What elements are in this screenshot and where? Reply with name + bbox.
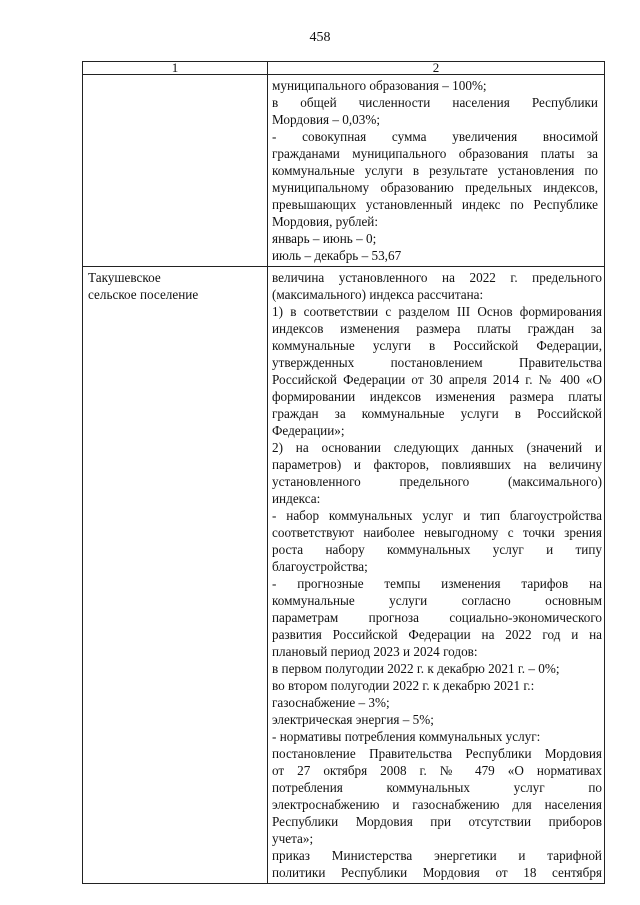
text-line: Мордовия – 0,03%; (272, 112, 380, 127)
text-line: учета»; (272, 831, 314, 846)
text-line: январь – июнь – 0; (272, 231, 377, 246)
document-table (82, 61, 605, 884)
text-line: в общей численности населения Республики (272, 95, 598, 110)
text-line: развития Российской Федерации на 2022 год и на (272, 627, 602, 642)
text-line: - прогнозные темпы изменения тарифов на (272, 576, 602, 591)
text-line: газоснабжение – 3%; (272, 695, 390, 710)
text-line: приказ Министерства энергетики и тарифной (272, 848, 602, 863)
text-line: июль – декабрь – 53,67 (272, 248, 402, 263)
settlement-name-line: Такушевское (88, 270, 161, 285)
text-line: - набор коммунальных услуг и тип благоустройства (272, 508, 602, 523)
text-line: 1) в соответствии с разделом III Основ формирования (272, 304, 602, 319)
column-header-2: 2 (268, 62, 605, 75)
text-line: (максимального) индекса рассчитана: (272, 287, 484, 302)
text-line: роста набору коммунальных услуг и типу (272, 542, 602, 557)
table-row (83, 267, 605, 884)
text-line: политики Республики Мордовия от 18 сентября (272, 865, 602, 880)
text-line: гражданами муниципального образования платы за (272, 146, 598, 161)
page-number: 458 (309, 30, 331, 45)
row2-col2-cell (268, 267, 605, 884)
text-line: Мордовия, рублей: (272, 214, 379, 229)
text-line: Федерации»; (272, 423, 345, 438)
row2-col1-cell (83, 267, 268, 884)
table-row (83, 75, 605, 267)
text-line: во втором полугодии 2022 г. к декабрю 2021 г.: (272, 678, 535, 693)
text-line: электрическая энергия – 5%; (272, 712, 434, 727)
table-header-row (83, 62, 605, 75)
text-line: коммунальные услуги в Российской Федерации, (272, 338, 602, 353)
text-line: установленного предельного (максимального) (272, 474, 602, 489)
text-line: параметрам прогноза социально-экономического (272, 610, 602, 625)
text-line: в первом полугодии 2022 г. к декабрю 2021 г. – 0%; (272, 661, 560, 676)
text-line: индекса: (272, 491, 321, 506)
text-line: 2) на основании следующих данных (значений и (272, 440, 602, 455)
text-line: - нормативы потребления коммунальных услуг: (272, 729, 541, 744)
text-line: постановление Правительства Республики Мордовия (272, 746, 602, 761)
text-line: индексов изменения размера платы граждан за (272, 321, 602, 336)
text-line: потребления коммунальных услуг по (272, 780, 602, 795)
text-line: соответствуют наиболее невыгодному с точки зрения (272, 525, 602, 540)
text-line: муниципальному образованию предельных индексов, (272, 180, 598, 195)
text-line: благоустройства; (272, 559, 368, 574)
text-line: коммунальные услуги согласно основным (272, 593, 602, 608)
row1-col1-cell (83, 75, 268, 267)
text-line: - совокупная сумма увеличения вносимой (272, 129, 598, 144)
settlement-type-line: сельское поселение (88, 287, 199, 302)
text-line: превышающих установленный индекс по Республике (272, 197, 598, 212)
row1-col2-cell (268, 75, 605, 267)
text-line: Республики Мордовия при отсутствии приборов (272, 814, 602, 829)
text-line: электроснабжению и газоснабжению для населения (272, 797, 602, 812)
text-line: граждан за коммунальные услуги в Российской (272, 406, 602, 421)
text-line: утвержденных постановлением Правительства (272, 355, 602, 370)
text-line: плановый период 2023 и 2024 годов: (272, 644, 478, 659)
text-line: формировании индексов изменения размера платы (272, 389, 602, 404)
column-header-1: 1 (83, 62, 268, 75)
text-line: величина установленного на 2022 г. предельного (272, 270, 602, 285)
row2-text (272, 269, 602, 881)
text-line: Российской Федерации от 30 апреля 2014 г. № 400 «О (272, 372, 602, 387)
text-line: параметров) и факторов, повлиявших на величину (272, 457, 602, 472)
text-line: коммунальные услуги в результате установления по (272, 163, 598, 178)
row1-text (272, 77, 598, 264)
text-line: муниципального образования – 100%; (272, 78, 487, 93)
text-line: от 27 октября 2008 г. № 479 «О нормативах (272, 763, 602, 778)
